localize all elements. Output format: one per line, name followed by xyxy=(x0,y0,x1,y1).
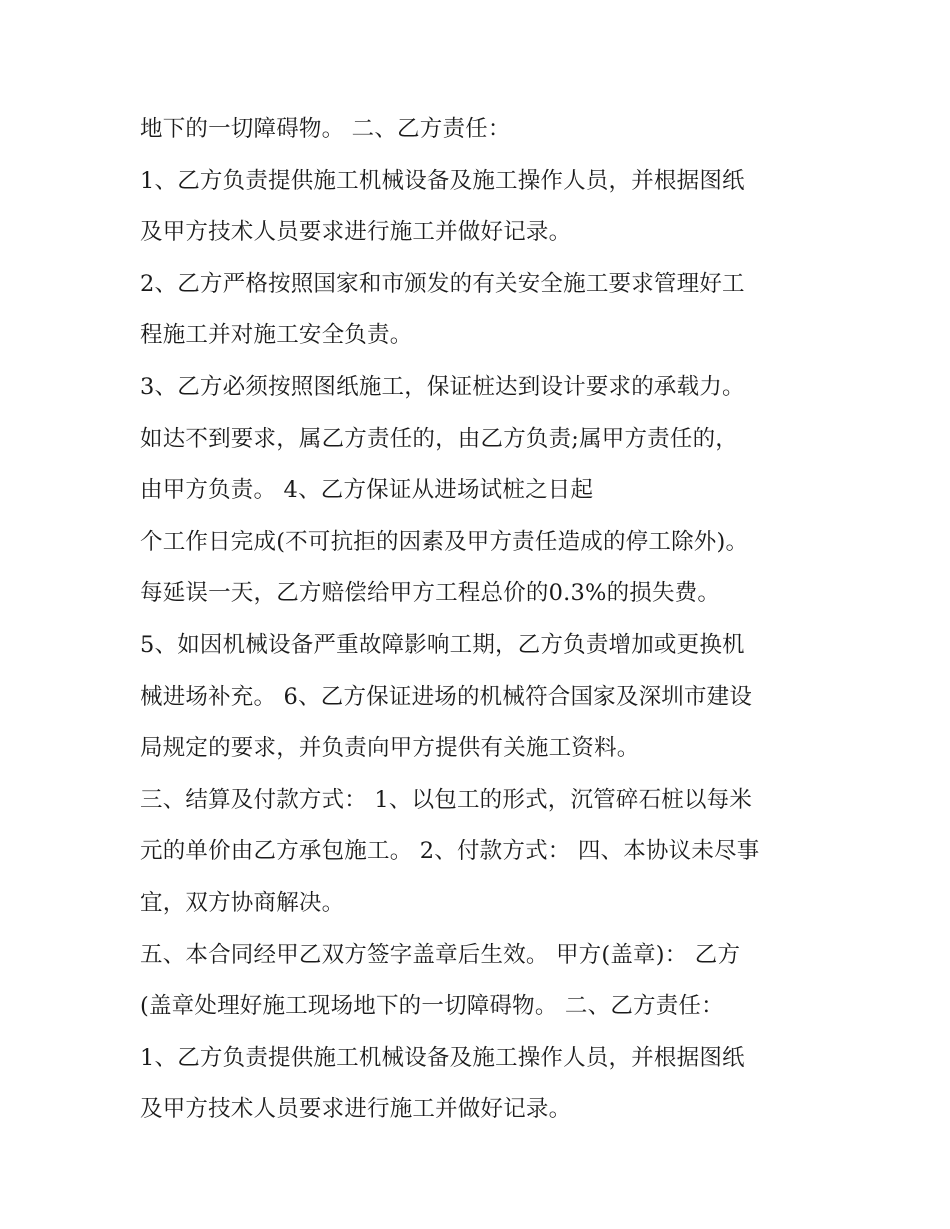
text-line: 及甲方技术人员要求进行施工并做好记录。 xyxy=(140,1096,572,1123)
text-line: 如达不到要求，属乙方责任的，由乙方负责;属甲方责任的， xyxy=(140,425,738,452)
text-line: 元的单价由乙方承包施工。 2、付款方式： 四、本协议未尽事 xyxy=(140,838,760,865)
text-line: 个工作日完成(不可抗拒的因素及甲方责任造成的停工除外)。 xyxy=(140,528,749,555)
text-line: 宜，双方协商解决。 xyxy=(140,889,345,916)
text-line: 及甲方技术人员要求进行施工并做好记录。 xyxy=(140,219,572,246)
text-line: 5、如因机械设备严重故障影响工期，乙方负责增加或更换机 xyxy=(140,631,745,658)
text-line: 三、结算及付款方式： 1、以包工的形式，沉管碎石桩以每米 xyxy=(140,786,753,813)
text-line: 程施工并对施工安全负责。 xyxy=(140,322,413,349)
text-line: 每延误一天，乙方赔偿给甲方工程总价的0.3%的损失费。 xyxy=(140,580,721,607)
text-line: 由甲方负责。 4、乙方保证从进场试桩之日起 xyxy=(140,477,594,504)
contract-text-body xyxy=(140,107,840,1139)
text-line: 局规定的要求，并负责向甲方提供有关施工资料。 xyxy=(140,735,640,762)
text-line: 械进场补充。 6、乙方保证进场的机械符合国家及深圳市建设 xyxy=(140,683,753,710)
text-line: 2、乙方严格按照国家和市颁发的有关安全施工要求管理好工 xyxy=(140,270,745,297)
text-line: 地下的一切障碍物。 二、乙方责任： xyxy=(140,116,511,142)
text-line: 3、乙方必须按照图纸施工，保证桩达到设计要求的承载力。 xyxy=(140,373,745,400)
text-line: 1、乙方负责提供施工机械设备及施工操作人员，并根据图纸 xyxy=(140,167,745,194)
text-line: (盖章处理好施工现场地下的一切障碍物。 二、乙方责任： xyxy=(140,993,724,1020)
text-line: 五、本合同经甲乙双方签字盖章后生效。 甲方(盖章)： 乙方 xyxy=(140,941,741,968)
text-line: 1、乙方负责提供施工机械设备及施工操作人员，并根据图纸 xyxy=(140,1044,745,1071)
